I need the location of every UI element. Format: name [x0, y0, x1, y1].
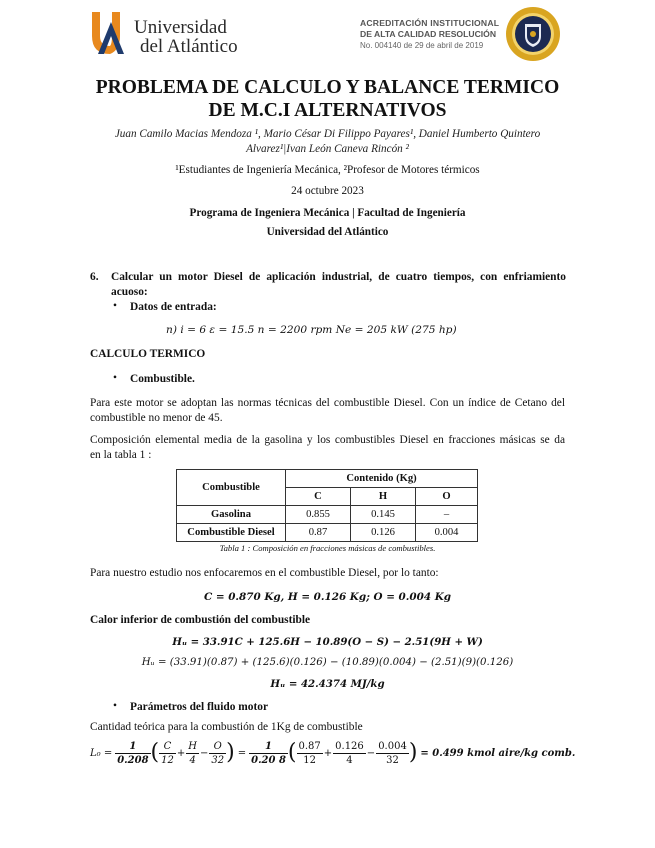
ua-logo-icon [90, 10, 132, 56]
university-name-line1: Universidad [134, 17, 227, 38]
input-data-equation: n) i = 6 ε = 15.5 n = 2200 rpm Ne = 205 kW (275 hp) [166, 324, 457, 336]
table-cell: 0.855 [286, 506, 351, 524]
air-quantity-result: = 0.499 kmol aire/kg comb. [420, 747, 576, 759]
fluid-heading: Parámetros del fluido motor [130, 701, 269, 713]
lower-heat-heading: Calor inferior de combustión del combustible [90, 614, 311, 626]
table-row [177, 524, 478, 542]
composition-table [176, 469, 478, 542]
affiliation: ¹Estudiantes de Ingeniería Mecánica, ²Profesor de Motores térmicos [175, 164, 480, 176]
table-cell: Combustible Diesel [177, 524, 286, 542]
composition-equation: C = 0.870 Kg, H = 0.126 Kg; O = 0.004 Kg [203, 591, 451, 603]
table-caption: Tabla 1 : Composición en fracciones másicas de combustibles. [219, 543, 436, 553]
table-cell: 0.145 [351, 506, 416, 524]
table-row [177, 506, 478, 524]
university-logo [90, 10, 240, 56]
bullet-icon: • [113, 372, 117, 384]
table-cell: 0.004 [416, 524, 478, 542]
table-cell: 0.126 [351, 524, 416, 542]
problem-number: 6. [90, 271, 99, 283]
date: 24 octubre 2023 [291, 185, 364, 197]
problem-statement-line1: Calcular un motor Diesel de aplicación industrial, de cuatro tiempos, con enfriamiento [111, 271, 566, 283]
problem-statement-line2: acuoso: [111, 286, 148, 298]
accreditation-line3: No. 004140 de 29 de abril de 2019 [360, 41, 484, 50]
lower-heat-equation2: Hᵤ = (33.91)(0.87) + (125.6)(0.126) − (10.89)(0.004) − (2.51)(9)(0.126) [141, 657, 514, 668]
fuel-paragraph1-line1: Para este motor se adoptan las normas técnicas del combustible Diesel. Con un índice de Cetano del [90, 397, 565, 409]
university-name-line2: del Atlántico [140, 36, 238, 57]
fluid-text: Cantidad teórica para la combustión de 1Kg de combustible [90, 721, 363, 733]
fuel-paragraph1-line2: combustible no menor de 45. [90, 412, 223, 424]
paper-title-line2: DE M.C.I ALTERNATIVOS [208, 100, 447, 121]
diesel-focus-text: Para nuestro estudio nos enfocaremos en el combustible Diesel, por lo tanto: [90, 567, 439, 579]
bullet-icon: • [113, 300, 117, 312]
paper-title-line1: PROBLEMA DE CALCULO Y BALANCE TERMICO [95, 77, 560, 98]
air-quantity-equation: L₀ = $\frac{1}{0.208}$ ( $\frac{C}{12}$ + $\frac{H}{4}$ − $\frac{O}{32}$ ) = $\frac{1}{0.20 8}$ ( $\frac{0.87}{12}$ + $\frac{0.126}{4}$ − $\frac{0.004}{32}$ ) = 0.499 kmol aire/kg comb. [90, 740, 576, 766]
authors-line2: Alvarez¹|Ivan León Caneva Rincón ² [246, 143, 409, 155]
fuel-paragraph2-line1: Composición elemental media de la gasolina y los combustibles Diesel en fracciones másicas se da [90, 434, 565, 446]
table-cell: 0.87 [286, 524, 351, 542]
section-thermal-calc: CALCULO TERMICO [90, 348, 206, 360]
accreditation-seal-icon [505, 6, 561, 62]
lower-heat-equation3: Hᵤ = 42.4374 MJ/kg [270, 678, 385, 690]
fuel-paragraph2-line2: en la tabla 1 : [90, 449, 152, 461]
accreditation-block [360, 18, 505, 51]
table-cell: – [416, 506, 478, 524]
accreditation-line1: ACREDITACIÓN INSTITUCIONAL [360, 18, 500, 28]
table-header-fuel: Combustible [177, 470, 286, 506]
accreditation-line2: DE ALTA CALIDAD RESOLUCIÓN [360, 29, 497, 39]
bullet-icon: • [113, 700, 117, 712]
l0-label: L₀ = [90, 747, 113, 759]
program: Programa de Ingeniera Mecánica | Facultad de Ingeniería [189, 207, 466, 219]
table-header-content: Contenido (Kg) [286, 470, 478, 488]
authors-line1: Juan Camilo Macias Mendoza ¹, Mario César Di Filippo Payares¹, Daniel Humberto Quintero [114, 128, 541, 140]
university-name: Universidad del Atlántico [266, 226, 389, 238]
table-cell: Gasolina [177, 506, 286, 524]
table-subheader: H [351, 488, 416, 506]
lower-heat-equation1: Hᵤ = 33.91C + 125.6H − 10.89(O − S) − 2.51(9H + W) [172, 636, 483, 648]
table-subheader: C [286, 488, 351, 506]
table-subheader: O [416, 488, 478, 506]
fuel-heading: Combustible. [130, 373, 195, 385]
input-data-heading: Datos de entrada: [130, 301, 217, 313]
